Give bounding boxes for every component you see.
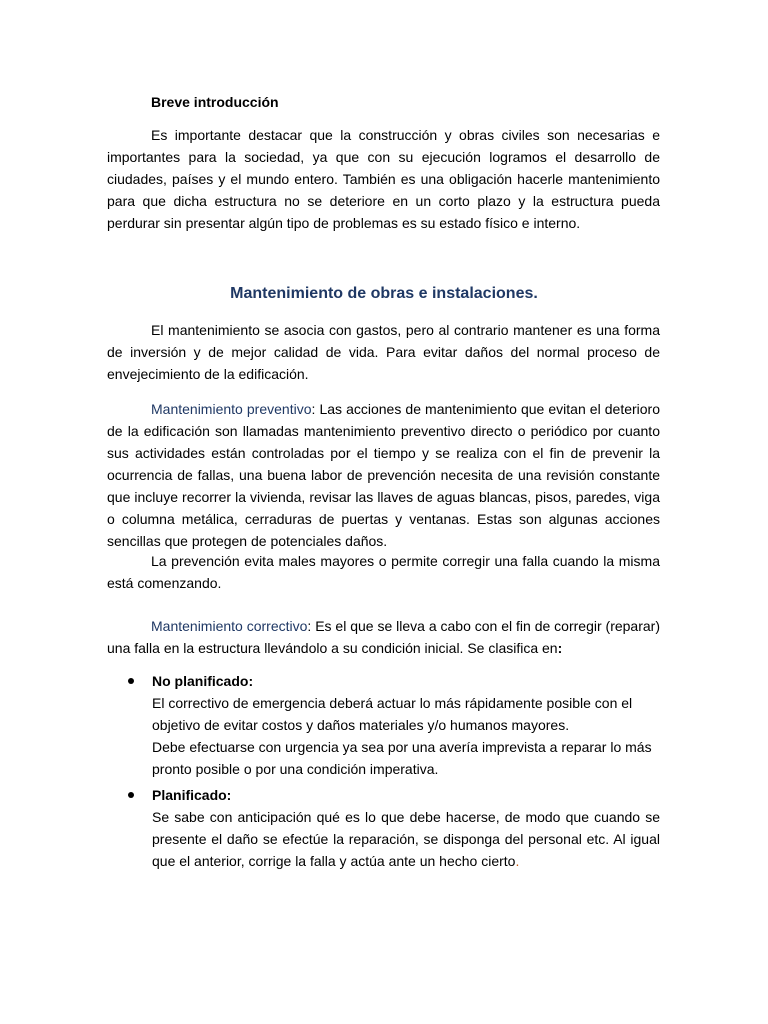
corrective-colon: :: [307, 618, 312, 634]
preventive-label: Mantenimiento preventivo: [151, 401, 312, 417]
list-item-text: [152, 806, 660, 872]
preventive-followup: La prevención evita males mayores o permite corregir una falla cuando la misma está comenzando.: [107, 553, 660, 591]
list-item-title: No planificado:: [152, 673, 254, 689]
bullet-icon: [128, 678, 134, 684]
list-item: [152, 784, 660, 872]
corrective-label: Mantenimiento correctivo: [151, 618, 308, 634]
corrective-paragraph: [107, 615, 660, 659]
bullet-icon: [128, 792, 134, 798]
section-title: Mantenimiento de obras e instalaciones.: [230, 285, 538, 302]
list-item-text-main: Se sabe con anticipación qué es lo que debe hacerse, de modo que cuando se presente el daño se efectúe la reparación, se disponga del personal etc. Al igual que el anterior, corrige la falla y actúa ante un hecho cierto: [152, 809, 660, 869]
preventive-text: Las acciones de mantenimiento que evitan el deterioro de la edificación son llamadas mantenimiento preventivo directo o periódico por cuanto sus actividades están controladas por el tiempo y se realiza con el fin de prevenir la ocurrencia de fallas, una buena labor de prevención necesita de una revisión constante que incluye recorrer la vivienda, revisar las llaves de aguas blancas, pisos, paredes, viga o columna metálica, cerraduras de puertas y ventanas. Estas son algunas acciones sencillas que protegen de potenciales daños.: [107, 401, 661, 549]
corrective-text: Es el que se lleva a cabo con el fin de corregir (reparar) una falla en la estructura llevándolo a su condición inicial. Se clasifica en: [107, 618, 660, 656]
section-paragraph: El mantenimiento se asocia con gastos, pero al contrario mantener es una forma de inversión y de mejor calidad de vida. Para evitar daños del normal proceso de envejecimiento de la edificación.: [107, 322, 660, 382]
list-item-title: Planificado:: [152, 787, 232, 803]
list-item: [152, 670, 660, 780]
preventive-colon: :: [311, 401, 316, 417]
list-item-text: El correctivo de emergencia deberá actuar lo más rápidamente posible con el objetivo de evitar costos y daños materiales y/o humanos mayores.: [152, 695, 633, 733]
intro-heading: Breve introducción: [151, 94, 279, 110]
corrective-end: :: [557, 640, 563, 656]
list-item-text-end: .: [515, 853, 520, 869]
list-item-text: Debe efectuarse con urgencia ya sea por una avería imprevista a reparar lo más pronto posible o por una condición imperativa.: [152, 739, 652, 777]
intro-paragraph: Es importante destacar que la construcción y obras civiles son necesarias e importantes para la sociedad, ya que con su ejecución logramos el desarrollo de ciudades, países y el mundo entero. También es una obligación hacerle mantenimiento para que dicha estructura no se deteriore en un corto plazo y la estructura pueda perdurar sin presentar algún tipo de problemas es su estado físico e interno.: [107, 127, 660, 231]
preventive-paragraph: [107, 398, 660, 552]
